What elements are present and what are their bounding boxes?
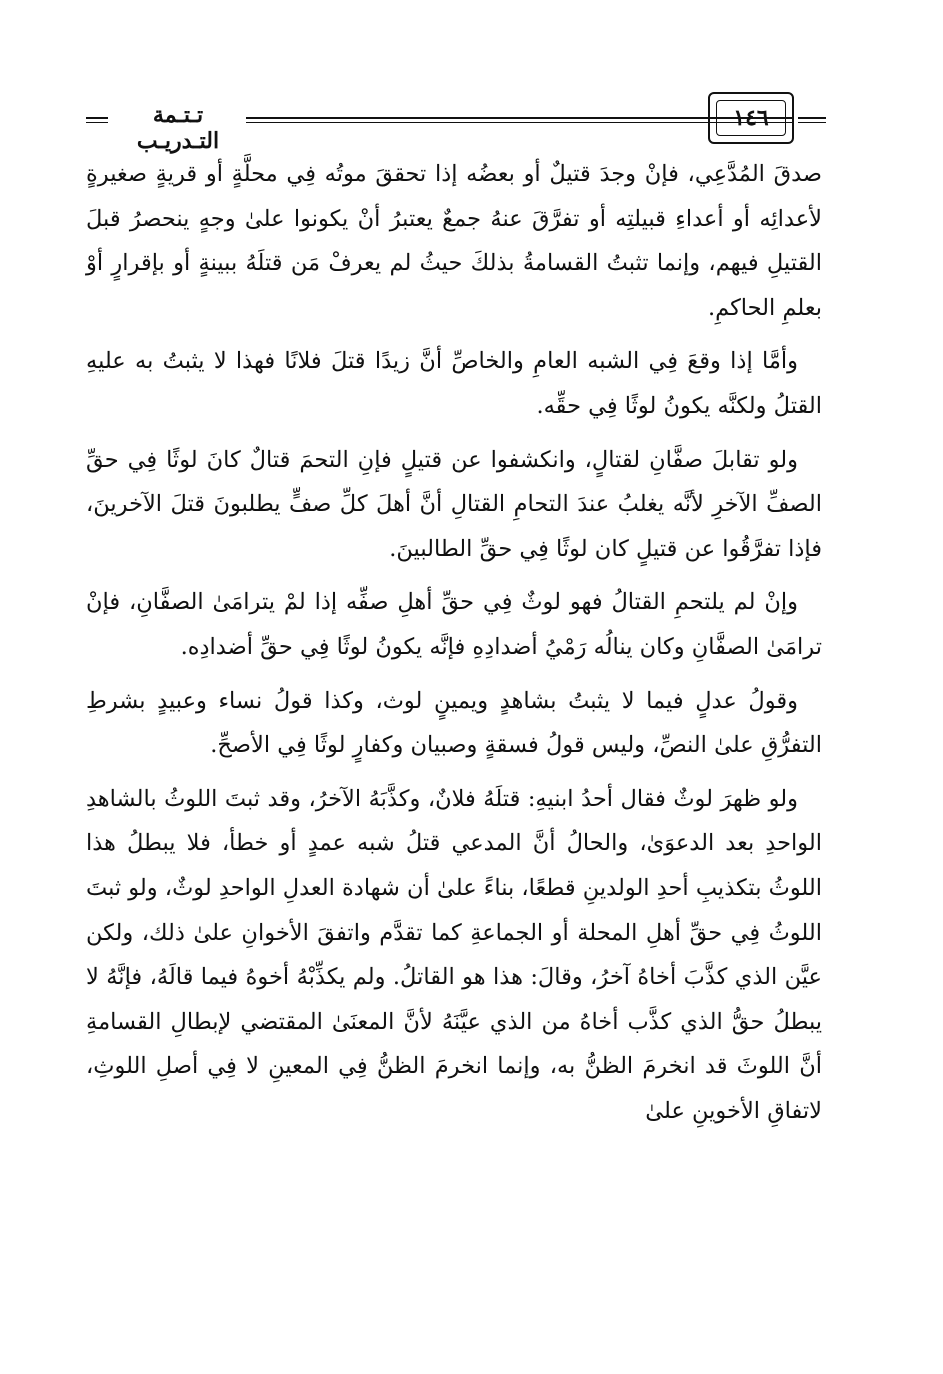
running-title: تـتـمة التـدريـب (136, 102, 220, 154)
paragraph-1: صدقَ المُدَّعِي، فإنْ وجدَ قتيلٌ أو بعضُه إذا تحققَ موتُه فِي محلَّةٍ أو قريةٍ صغيرةٍ لأعدائِه أو أعداءِ قبيلتِه أو تفرَّقَ عنهُ جمعٌ يعتبرُ أنْ يكونوا علىٰ وجهٍ ينحصرُ قبلَ القتيلِ فيهم، وإنما تثبتُ القسامةُ بذلكَ حيثُ لم يعرفْ مَن قتلَهُ ببينةٍ أو بإقرارٍ أوْ بعلمِ الحاكمِ. (86, 161, 822, 321)
paragraph-3: ولو تقابلَ صفَّانِ لقتالٍ، وانكشفوا عن قتيلٍ فإنِ التحمَ قتالٌ كانَ لوثًا فِي حقِّ الصفِّ الآخرِ لأنَّه يغلبُ عندَ التحامِ القتالِ أنَّ أهلَ كلِّ صفٍّ يطلبونَ قتلَ الآخرينَ، فإذا تفرَّقُوا عن قتيلٍ كان لوثًا فِي حقِّ الطالبينَ. (86, 446, 822, 562)
page-header (86, 92, 830, 154)
page-number-box (708, 92, 794, 144)
header-rule-right (798, 117, 826, 123)
body-text (86, 152, 822, 1142)
paragraph-5: وقولُ عدلٍ فيما لا يثبتُ بشاهدٍ ويمينٍ لوث، وكذا قولُ نساء وعبيدٍ بشرطِ التفرُّقِ علىٰ النصِّ، وليس قولُ فسقةٍ وصبيان وكفارٍ لوثًا فِي الأصحِّ. (86, 687, 822, 759)
header-rule-left (86, 117, 108, 123)
paragraph-6: ولو ظهرَ لوثٌ فقال أحدُ ابنيهِ: قتلَهُ فلانٌ، وكذَّبَهُ الآخرُ، وقد ثبتَ اللوثُ بالشاهدِ الواحدِ بعد الدعوَىٰ، والحالُ أنَّ المدعي قتلُ شبه عمدٍ أو خطأ، فلا يبطلُ هذا اللوثُ بتكذيبِ أحدِ الولدينِ قطعًا، بناءً علىٰ أن شهادة العدلِ الواحدِ لوثٌ، ولو ثبتَ اللوثُ فِي حقِّ أهلِ المحلة أو الجماعةِ كما تقدَّم واتفقَ الأخوانِ علىٰ ذلك، ولكن عيَّن الذي كذَّبَ أخاهُ آخرُ، وقالَ: هذا هو القاتلُ. ولم يكذِّبْهُ أخوهُ فيما قالَهُ، فإنَّهُ لا يبطلُ حقُّ الذي كذَّب أخاهُ من الذي عيَّنَهُ لأنَّ المعنَىٰ المقتضي لإبطالِ القسامةِ أنَّ اللوثَ قد انخرمَ الظنُّ به، وإنما انخرمَ الظنُّ فِي المعينِ لا فِي أصلِ اللوثِ، لاتفاقِ الأخوينِ علىٰ (86, 785, 822, 1124)
paragraph-2: وأمَّا إذا وقعَ فِي الشبه العامِ والخاصِّ أنَّ زيدًا قتلَ فلانًا فهذا لا يثبتُ به عليهِ القتلُ ولكنَّه يكونُ لوثًا فِي حقِّه. (86, 348, 822, 419)
paragraph-4: وإنْ لم يلتحمِ القتالُ فهو لوثٌ فِي حقِّ أهلِ صفِّه إذا لمْ يترامَىٰ الصفَّانِ، فإنْ ترامَىٰ الصفَّانِ وكان ينالُه رَمْيُ أضدادِهِ فإنَّه يكونُ لوثًا فِي حقِّ أضدادِه. (86, 589, 822, 660)
page-number: ١٤٦ (716, 100, 786, 136)
